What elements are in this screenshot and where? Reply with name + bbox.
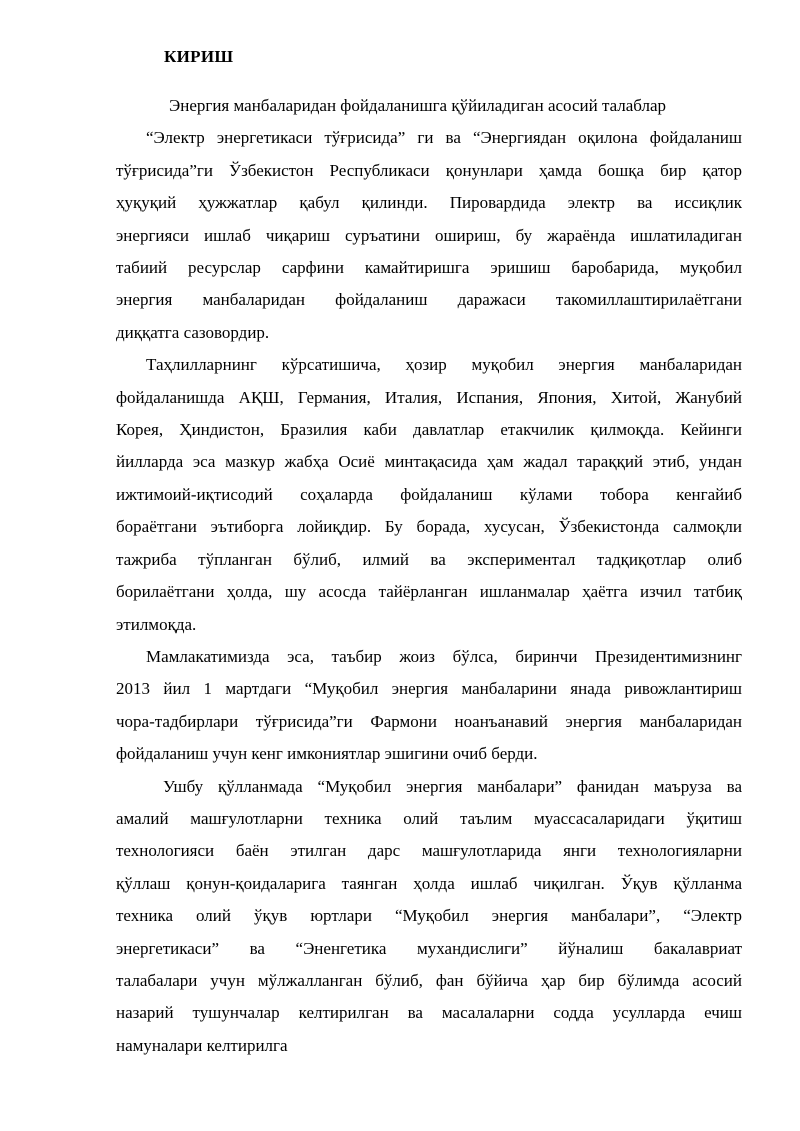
subtitle-line: Энергия манбаларидан фойдаланишга қўйиладиган асосий талаблар [169, 96, 667, 115]
paragraph-line: табиий ресурслар сарфини камайтиришга эришиш баробарида, муқобил [116, 258, 742, 278]
paragraph-line: ҳуқуқий ҳужжатлар қабул қилинди. Пировардида электр ва иссиқлик [116, 193, 742, 213]
paragraph-line: Ушбу қўлланмада “Муқобил энергия манбалари” фанидан маъруза ва [163, 776, 742, 796]
paragraph-line: бораётгани эътиборга лойиқдир. Бу борада, хусусан, Ўзбекистонда салмоқли [116, 517, 742, 537]
paragraph-line: чора-тадбирлари тўғрисида”ги Фармони ноанъанавий энергия манбаларидан [116, 711, 742, 731]
paragraph-line: тажриба тўпланган бўлиб, илмий ва экспериментал тадқиқотлар олиб [116, 549, 742, 569]
paragraph-line: фойдаланишда АҚШ, Германия, Италия, Испания, Япония, Хитой, Жанубий [116, 387, 742, 407]
paragraph-line: Корея, Ҳиндистон, Бразилия каби давлатлар етакчилик қилмоқда. Кейинги [116, 420, 742, 440]
paragraph-line: 2013 йил 1 мартдаги “Муқобил энергия манбаларини янада ривожлантириш [116, 679, 742, 699]
paragraph-line: энергетикаси” ва “Эненгетика мухандислиги” йўналиш бакалавриат [116, 938, 742, 958]
paragraph-line: “Электр энергетикаси тўғрисида” ги ва “Энергиядан оқилона фойдаланиш [146, 128, 742, 148]
section-heading: КИРИШ [164, 47, 234, 66]
paragraph-line: тўғрисида”ги Ўзбекистон Республикаси қонунлари ҳамда бошқа бир қатор [116, 160, 742, 180]
paragraph-line: технологияси баён этилган дарс машғулотларида янги технологияларни [116, 841, 742, 861]
paragraph-line: қўллаш қонун-қоидаларига таянган ҳолда ишлаб чиқилган. Ўқув қўлланма [116, 873, 742, 893]
paragraph-line: назарий тушунчалар келтирилган ва масалаларни содда усулларда ечиш [116, 1003, 742, 1023]
paragraph-line: ижтимоий-иқтисодий соҳаларда фойдаланиш кўлами тобора кенгайиб [116, 484, 742, 504]
paragraph-line: талабалари учун мўлжалланган бўлиб, фан бўйича ҳар бир бўлимда асосий [116, 970, 742, 990]
paragraph-line: йилларда эса мазкур жабҳа Осиё минтақасида ҳам жадал тараққий этиб, ундан [116, 452, 742, 472]
paragraph-line: этилмоқда. [116, 614, 197, 634]
paragraph-line: Мамлакатимизда эса, таъбир жоиз бўлса, биринчи Президентимизнинг [146, 646, 742, 666]
paragraph-line: энергия манбаларидан фойдаланиш даражаси такомиллаштирилаётгани [116, 290, 742, 310]
paragraph-line: фойдаланиш учун кенг имкониятлар эшигини очиб берди. [116, 744, 538, 764]
body-text [116, 90, 742, 1062]
paragraph-line: Таҳлилларнинг кўрсатишича, ҳозир муқобил энергия манбаларидан [146, 355, 742, 375]
paragraph-line: намуналари келтирилга [116, 1035, 288, 1055]
paragraph-line: борилаётгани ҳолда, шу асосда тайёрланган ишланмалар ҳаётга изчил татбиқ [116, 582, 742, 602]
paragraph-line: энергияси ишлаб чиқариш суръатини ошириш, бу жараёнда ишлатиладиган [116, 225, 742, 245]
paragraph-line: диққатга сазовордир. [116, 322, 270, 342]
paragraph-line: амалий машғулотларни техника олий таълим муассасаларидаги ўқитиш [116, 808, 742, 828]
paragraph-line: техника олий ўқув юртлари “Муқобил энергия манбалари”, “Электр [116, 906, 742, 926]
